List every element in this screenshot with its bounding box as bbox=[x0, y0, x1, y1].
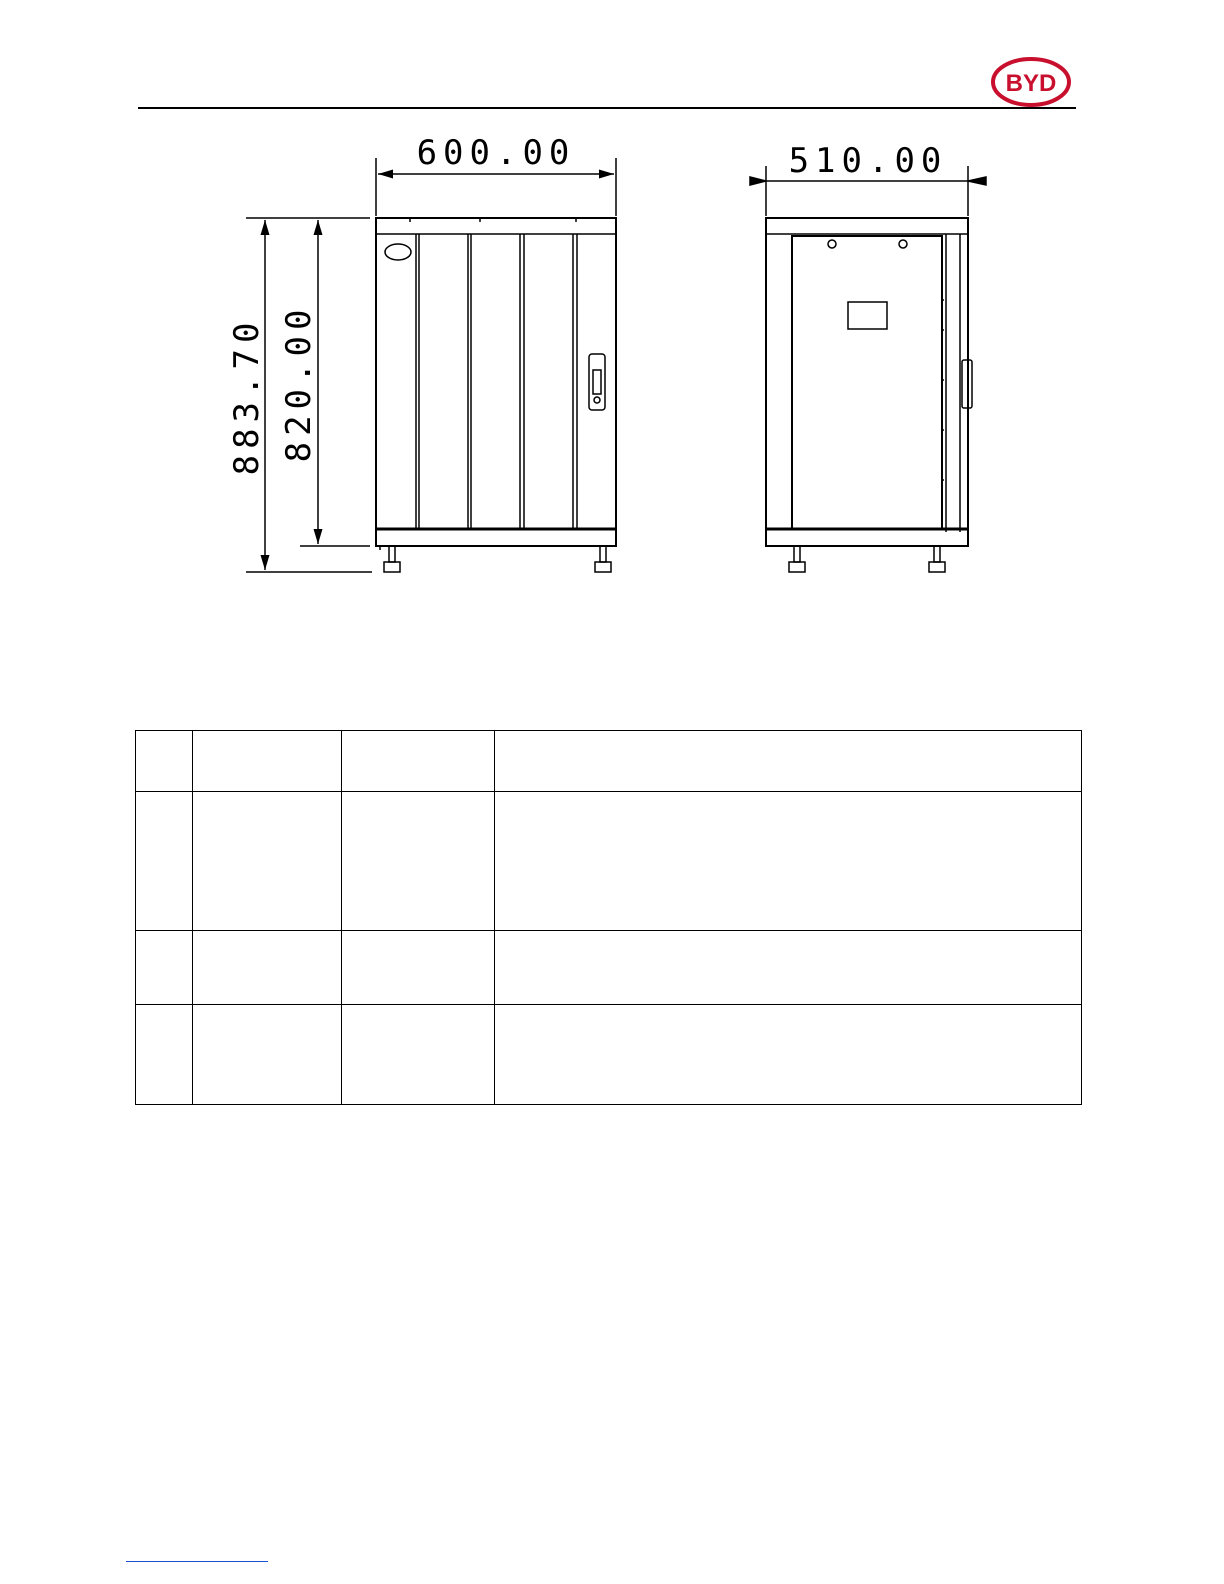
table-cell bbox=[136, 792, 193, 931]
side-view bbox=[750, 166, 986, 572]
cabinet-drawing bbox=[0, 120, 1224, 600]
total-height-label: 883.70 bbox=[227, 316, 267, 476]
table-cell bbox=[342, 792, 495, 931]
footer-link-underline[interactable] bbox=[126, 1561, 268, 1562]
table-header-row bbox=[136, 731, 1082, 792]
table-cell bbox=[495, 731, 1082, 792]
table-cell bbox=[342, 931, 495, 1005]
table-row bbox=[136, 792, 1082, 931]
label-plate bbox=[848, 302, 887, 329]
table-cell bbox=[193, 731, 342, 792]
table-cell bbox=[136, 1005, 193, 1105]
width-label: 600.00 bbox=[416, 133, 576, 173]
table-cell bbox=[136, 731, 193, 792]
spec-table bbox=[135, 730, 1082, 1105]
byd-logo bbox=[990, 55, 1072, 109]
table-cell bbox=[495, 1005, 1082, 1105]
table-cell bbox=[193, 1005, 342, 1105]
header-rule bbox=[138, 107, 1076, 109]
table-row bbox=[136, 1005, 1082, 1105]
depth-label: 510.00 bbox=[788, 141, 948, 181]
body-height-label: 820.00 bbox=[279, 303, 319, 463]
table-cell bbox=[342, 1005, 495, 1105]
table-cell bbox=[193, 792, 342, 931]
table-cell bbox=[495, 931, 1082, 1005]
logo-text: BYD bbox=[1005, 70, 1057, 97]
table-cell bbox=[193, 931, 342, 1005]
table-row bbox=[136, 931, 1082, 1005]
table-cell bbox=[342, 731, 495, 792]
table-cell bbox=[495, 792, 1082, 931]
table-cell bbox=[136, 931, 193, 1005]
